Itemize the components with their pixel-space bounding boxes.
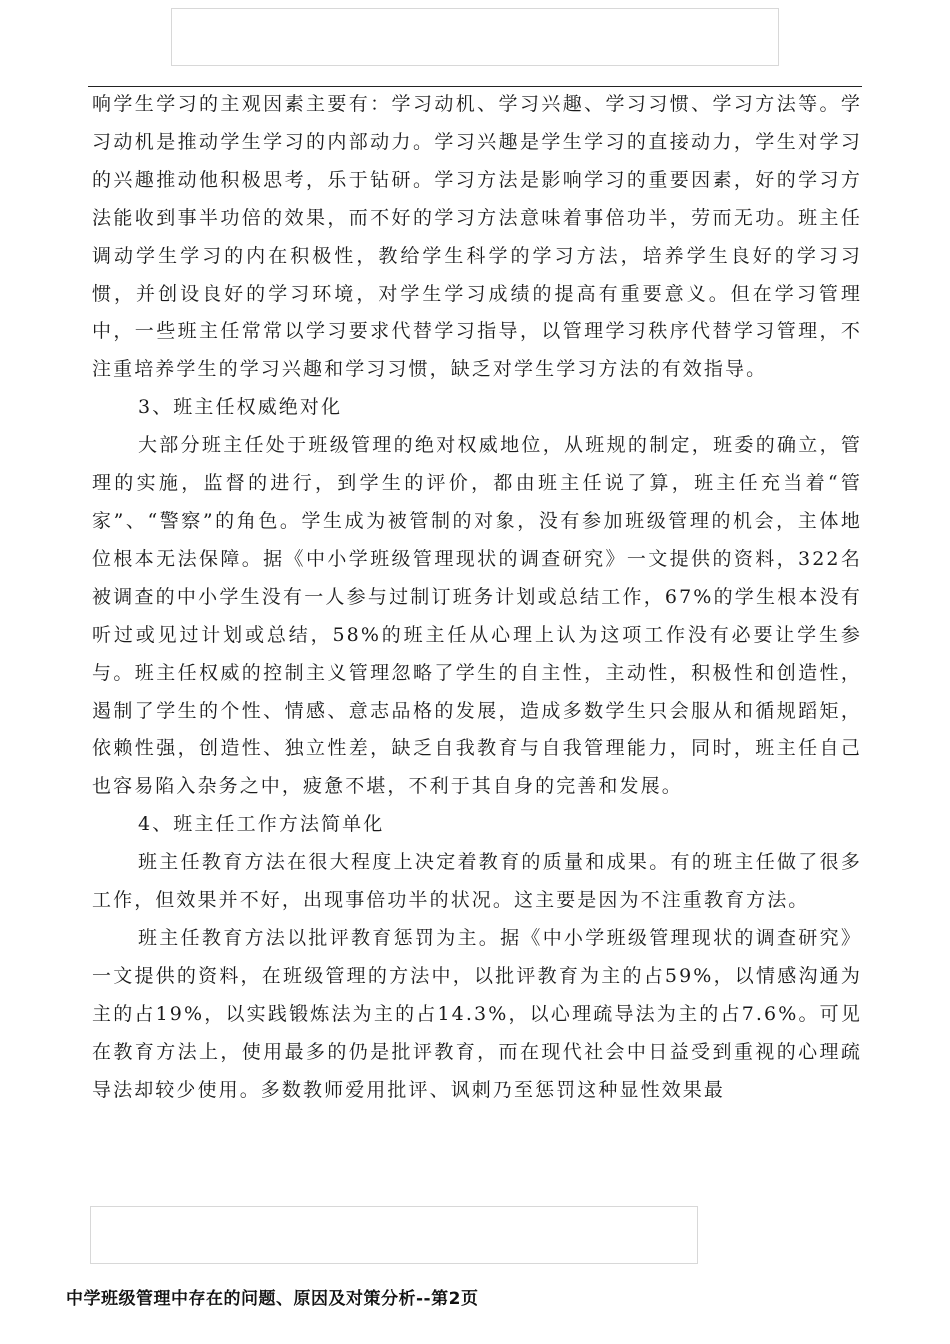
page-footer-caption: 中学班级管理中存在的问题、原因及对策分析--第2页 [66,1289,479,1309]
document-body [92,86,862,1109]
footer-blank-box [90,1206,698,1264]
paragraph: 班主任教育方法在很大程度上决定着教育的质量和成果。有的班主任做了很多工作，但效果并不好，出现事倍功半的状况。这主要是因为不注重教育方法。 [92,851,862,912]
paragraph: 班主任教育方法以批评教育惩罚为主。据《中小学班级管理现状的调查研究》一文提供的资料，在班级管理的方法中，以批评教育为主的占59%，以情感沟通为主的占19%，以实践锻炼法为主的占14.3%，以心理疏导法为主的占7.6%。可见在教育方法上，使用最多的仍是批评教育，而在现代社会中日益受到重视的心理疏导法却较少使用。多数教师爱用批评、讽刺乃至惩罚这种显性效果最 [92,926,862,1101]
header-blank-box [171,8,779,66]
paragraph-continuation: 响学生学习的主观因素主要有：学习动机、学习兴趣、学习习惯、学习方法等。学习动机是推动学生学习的内部动力。学习兴趣是学生学习的直接动力，学生对学习的兴趣推动他积极思考，乐于钻研。学习方法是影响学习的重要因素，好的学习方法能收到事半功倍的效果，而不好的学习方法意味着事倍功半，劳而无功。班主任调动学生学习的内在积极性，教给学生科学的学习方法，培养学生良好的学习习惯，并创设良好的学习环境，对学生学习成绩的提高有重要意义。但在学习管理中，一些班主任常常以学习要求代替学习指导，以管理学习秩序代替学习管理，不注重培养学生的学习兴趣和学习习惯，缺乏对学生学习方法的有效指导。 [92,93,862,381]
paragraph: 大部分班主任处于班级管理的绝对权威地位，从班规的制定，班委的确立，管理的实施，监督的进行，到学生的评价，都由班主任说了算，班主任充当着“管家”、“警察”的角色。学生成为被管制的对象，没有参加班级管理的机会，主体地位根本无法保障。据《中小学班级管理现状的调查研究》一文提供的资料，322名被调查的中小学生没有一人参与过制订班务计划或总结工作，67%的学生根本没有听过或见过计划或总结，58%的班主任从心理上认为这项工作没有必要让学生参与。班主任权威的控制主义管理忽略了学生的自主性，主动性，积极性和创造性，遏制了学生的个性、情感、意志品格的发展，造成多数学生只会服从和循规蹈矩，依赖性强，创造性、独立性差，缺乏自我教育与自我管理能力，同时，班主任自己也容易陷入杂务之中，疲惫不堪，不利于其自身的完善和发展。 [92,434,862,798]
section-heading-3: 3、班主任权威绝对化 [138,396,343,419]
section-heading-4: 4、班主任工作方法简单化 [138,813,385,836]
